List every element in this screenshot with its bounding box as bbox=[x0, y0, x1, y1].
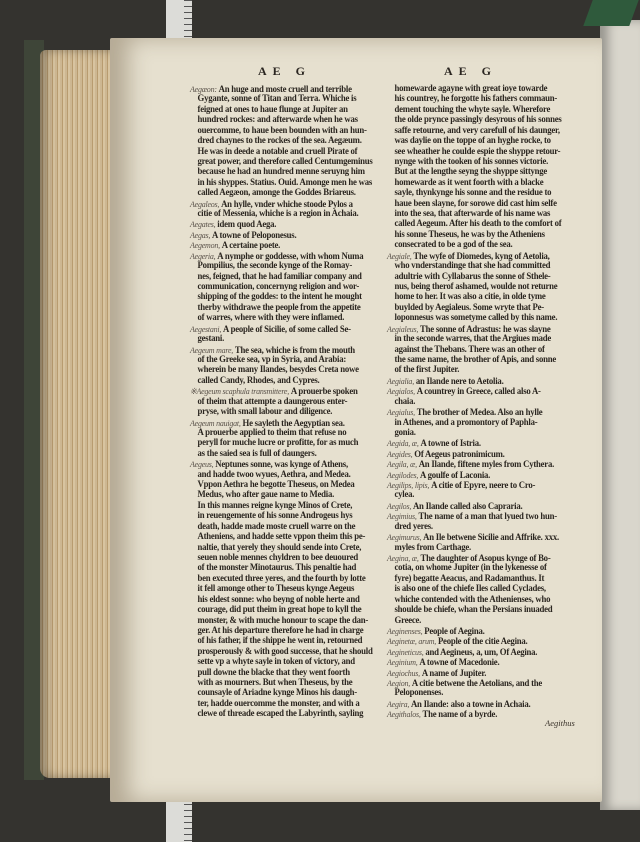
line-text: nus, being therof ashamed, woulde not returne bbox=[394, 282, 558, 293]
text-line bbox=[387, 595, 571, 605]
line-text: feigned at ones to haue flunge at Jupiter an bbox=[197, 104, 348, 115]
headword: Aegilodes, bbox=[387, 469, 419, 480]
line-text: nynge with the tooken of his sonnes victorie. bbox=[394, 156, 549, 167]
line-text: homewarde agayne with great ioye towarde bbox=[394, 84, 548, 94]
entry-line bbox=[190, 230, 374, 240]
headword: Aegithalos, bbox=[387, 709, 421, 720]
line-text: of his father, if the shippe he went in, retourned bbox=[197, 636, 363, 647]
line-text: shoulde be chiefe, whan the Persians inuaded bbox=[394, 605, 553, 616]
entry-line bbox=[190, 459, 374, 469]
text-line bbox=[190, 490, 374, 500]
line-text: An Ile betwene Sicilie and Affrike. xxx. bbox=[423, 533, 559, 544]
text-line bbox=[387, 230, 571, 240]
text-line bbox=[387, 584, 571, 594]
text-line bbox=[387, 147, 571, 157]
headword: Aegæon: bbox=[190, 84, 217, 94]
line-text: gonia. bbox=[394, 427, 416, 438]
line-text: ter, hadde ouercomme the monster, and with a bbox=[197, 698, 360, 709]
line-text: loponnesus was sometyme called by this name. bbox=[394, 313, 558, 324]
text-line bbox=[387, 84, 571, 94]
line-text: Atheniens, and hadde sette vppon theim this pe- bbox=[197, 532, 366, 543]
entry-line bbox=[190, 199, 374, 209]
text-line bbox=[387, 313, 571, 323]
line-text: of the monster Minotaurus. This penaltie had bbox=[197, 563, 357, 574]
text-line bbox=[190, 292, 374, 302]
text-line bbox=[387, 261, 571, 271]
entry-line bbox=[387, 657, 571, 667]
text-line bbox=[387, 428, 571, 438]
line-text: of warres, where with they were inflamed. bbox=[197, 313, 345, 324]
text-line bbox=[190, 428, 374, 438]
line-text: A towne of Peloponesus. bbox=[212, 230, 297, 241]
line-text: great power, and therefore called Centumgeminus bbox=[197, 156, 373, 167]
measuring-ruler-top bbox=[166, 0, 192, 42]
running-head-left: AE G bbox=[258, 64, 312, 78]
line-text: who vnderstandinge that she had committed bbox=[394, 261, 551, 272]
entry-line bbox=[387, 709, 571, 719]
headword: Aegestani, bbox=[190, 323, 222, 334]
text-line bbox=[387, 345, 571, 355]
entry-line bbox=[387, 553, 571, 563]
page-edges bbox=[40, 50, 116, 778]
line-text: cotia, on whome Jupiter (in the lykenesse of bbox=[394, 563, 547, 574]
line-text: of the first Jupiter. bbox=[394, 365, 460, 376]
line-text: Vppon Aethra he begotte Theseus, on Medea bbox=[197, 480, 355, 491]
text-line bbox=[190, 511, 374, 521]
text-line bbox=[387, 365, 571, 375]
text-line bbox=[387, 199, 571, 209]
line-text: whiche contended with the Athenienses, who bbox=[394, 594, 551, 605]
headword: Aegialia, bbox=[387, 375, 414, 386]
line-text: in reuengemente of his sonne Androgeus hys bbox=[197, 511, 353, 522]
text-line bbox=[190, 147, 374, 157]
headword: Aegides, bbox=[387, 448, 413, 459]
text-line bbox=[190, 209, 374, 219]
headword: Aegimius, bbox=[387, 511, 417, 522]
headword: Aeginetæ, arum, bbox=[387, 636, 437, 647]
line-text: dred chaynes to the rockes of the sea. Aegæum. bbox=[197, 136, 362, 147]
headword: Aegaleos, bbox=[190, 198, 220, 209]
text-line bbox=[190, 282, 374, 292]
text-line bbox=[190, 699, 374, 709]
line-text: death, hadde made moste cruell warre on the bbox=[197, 521, 356, 532]
text-line bbox=[190, 438, 374, 448]
line-text: clewe of threade escaped the Labyrinth, sayling bbox=[197, 709, 364, 720]
text-line bbox=[190, 626, 374, 636]
text-line bbox=[387, 126, 571, 136]
line-text: The wyfe of Diomedes, kyng of Aetolia, bbox=[413, 251, 550, 262]
text-line bbox=[190, 563, 374, 573]
headword: Aegeus, bbox=[190, 459, 214, 470]
line-text: into the sea, that afterwarde of his name was bbox=[394, 209, 551, 220]
line-text: saffe retourne, and very carefull of his daunger, bbox=[394, 125, 560, 136]
line-text: The sonne of Adrastus: he was slayne bbox=[420, 324, 551, 335]
line-text: A goulfe of Laconia. bbox=[420, 470, 491, 481]
entry-line bbox=[387, 626, 571, 636]
line-text: dement touching the whyte sayle. Wherefore bbox=[394, 104, 551, 115]
line-text: The brother of Medea. Also an hylle bbox=[416, 408, 543, 419]
text-line bbox=[387, 282, 571, 292]
line-text: A towne of Istria. bbox=[420, 439, 481, 450]
text-line bbox=[387, 136, 571, 146]
line-text: consecrated to be a god of the sea. bbox=[394, 240, 513, 251]
text-line bbox=[190, 115, 374, 125]
text-line bbox=[387, 303, 571, 313]
line-text: The sea, whiche is from the mouth bbox=[234, 345, 355, 356]
entry-line bbox=[387, 480, 571, 490]
line-text: the olde prynce passingly desyrous of his sonnes bbox=[394, 115, 562, 126]
line-text: The name of a byrde. bbox=[422, 710, 498, 721]
text-line bbox=[190, 157, 374, 167]
text-line bbox=[387, 157, 571, 167]
line-text: an Ilande nere to Aetolia. bbox=[415, 376, 504, 387]
headword: Aegas, bbox=[190, 229, 211, 240]
line-text: adultrie with Cyllabarus the sonne of Sthele- bbox=[394, 271, 551, 282]
entry-line bbox=[387, 324, 571, 334]
line-text: peryll for muche lucre or profitte, for as much bbox=[197, 438, 359, 449]
line-text: communication, concernyng religion and wor- bbox=[197, 282, 360, 293]
entry-line bbox=[190, 251, 374, 261]
facing-page-edge bbox=[600, 20, 640, 810]
text-line bbox=[190, 178, 374, 188]
line-text: as the saied sea is full of daungers. bbox=[197, 448, 317, 459]
headword: Aegira, bbox=[387, 698, 410, 709]
line-text: The daughter of Asopus kynge of Bo- bbox=[420, 553, 551, 564]
headword: Aeginenses, bbox=[387, 625, 423, 636]
text-line bbox=[190, 365, 374, 375]
line-text: pryse, with small labour and diligence. bbox=[197, 407, 333, 418]
line-text: of the Greeke sea, vp in Syria, and Arabia: bbox=[197, 354, 347, 365]
text-line bbox=[190, 94, 374, 104]
entry-line bbox=[387, 459, 571, 469]
text-line bbox=[387, 355, 571, 365]
text-line bbox=[190, 105, 374, 115]
line-text: home to her. It was also a citie, in olde tyme bbox=[394, 292, 546, 303]
line-text: idem quod Aega. bbox=[217, 220, 277, 231]
headword: Aeginium, bbox=[387, 657, 418, 668]
text-line bbox=[190, 553, 374, 563]
line-text: Gygante, sonne of Titan and Terra. Whiche is bbox=[197, 94, 357, 105]
line-text: pull downe the blacke that they went foorth bbox=[197, 667, 350, 678]
line-text: against the Thebans. There was an other of bbox=[394, 344, 545, 355]
text-line bbox=[190, 574, 374, 584]
headword: Aegemon, bbox=[190, 240, 220, 251]
text-line bbox=[190, 595, 374, 605]
text-line bbox=[190, 647, 374, 657]
text-line bbox=[190, 709, 374, 719]
text-line bbox=[387, 219, 571, 229]
text-line bbox=[387, 115, 571, 125]
text-line bbox=[190, 126, 374, 136]
line-text: ouercomme, to haue been bounden with an hun- bbox=[197, 125, 367, 136]
text-line bbox=[387, 563, 571, 573]
line-text: A citie betwene the Aetolians, and the bbox=[411, 679, 543, 690]
headword: Aegeum nauigat, bbox=[190, 417, 241, 428]
line-text: People of Aegina. bbox=[424, 626, 485, 637]
line-text: A certaine poete. bbox=[221, 241, 281, 252]
line-text: A prouerbe applied to theim that refuse no bbox=[197, 427, 347, 438]
line-text: chaia. bbox=[394, 396, 416, 407]
text-line bbox=[387, 522, 571, 532]
left-column bbox=[190, 84, 386, 720]
line-text: Of Aegeus patronimicum. bbox=[414, 449, 505, 460]
text-line bbox=[387, 490, 571, 500]
line-text: A name of Jupiter. bbox=[421, 668, 487, 679]
line-text: in his shyppes. Statius. Ouid. Amonge men he was bbox=[197, 177, 372, 188]
text-line bbox=[190, 584, 374, 594]
text-line bbox=[387, 105, 571, 115]
entry-line bbox=[387, 407, 571, 417]
line-text: The name of a man that lyued two hun- bbox=[418, 512, 557, 523]
line-text: ben executed three yeres, and the fourth by lotte bbox=[197, 573, 366, 584]
text-line bbox=[387, 605, 571, 615]
text-line bbox=[387, 188, 571, 198]
line-text: therby withdrawe the people from the appetite bbox=[197, 302, 361, 313]
line-text: is also one of the chiefe Iles called Cyclades, bbox=[394, 584, 546, 595]
line-text: and Aegineus, a, um, Of Aegina. bbox=[425, 647, 538, 658]
line-text: An Ilande, fiftene myles from Cythera. bbox=[418, 460, 555, 471]
text-line bbox=[387, 94, 571, 104]
line-text: nes, feigned, that he had familiar company and bbox=[197, 271, 362, 282]
bookmark-ribbon bbox=[583, 0, 638, 26]
text-line bbox=[387, 292, 571, 302]
headword: Aegeria, bbox=[190, 250, 216, 261]
text-line bbox=[190, 167, 374, 177]
text-line bbox=[190, 688, 374, 698]
text-line bbox=[190, 543, 374, 553]
line-text: his sonne Theseus, he was by the Atheniens bbox=[394, 229, 545, 240]
text-line bbox=[190, 501, 374, 511]
text-line bbox=[387, 543, 571, 553]
headword: Aegialus, bbox=[387, 407, 415, 418]
line-text: citie of Messenia, whiche is a region in Achaia. bbox=[197, 209, 359, 220]
line-text: monster, & with muche honour to scape the dan- bbox=[197, 615, 369, 626]
line-text: see wheather he coulde espie the shyppe retour- bbox=[394, 146, 561, 157]
line-text: of theim that attempte a daungerous enter- bbox=[197, 396, 348, 407]
line-text: hundred rockes: and afterwarde when he was bbox=[197, 115, 358, 126]
line-text: A countrey in Greece, called also A- bbox=[416, 387, 541, 398]
line-text: An hylle, vnder whiche stoode Pylos a bbox=[221, 199, 353, 210]
line-text: sette vp a whyte sayle in token of victory, and bbox=[197, 657, 355, 668]
line-text: cylea. bbox=[394, 490, 415, 501]
text-line bbox=[190, 480, 374, 490]
text-line bbox=[190, 605, 374, 615]
line-text: called Aegæon, amonge the Goddes Briareus. bbox=[197, 188, 356, 199]
line-text: buylded by Aegialeus. Some wryte that Pe- bbox=[394, 302, 544, 313]
entry-line bbox=[387, 511, 571, 521]
running-head-right: AE G bbox=[444, 64, 498, 78]
line-text: Greece. bbox=[394, 615, 422, 626]
line-text: was daylie on the toppe of an hyghe rocke, to bbox=[394, 136, 551, 147]
line-text: Pompilius, the seconde kynge of the Romay- bbox=[197, 261, 353, 272]
text-line bbox=[190, 678, 374, 688]
headword: ※Aegeum scaphula transmittere, bbox=[190, 386, 289, 397]
headword: Aegates, bbox=[190, 219, 216, 230]
line-text: the same name, the brother of Apis, and sonne bbox=[394, 354, 556, 365]
headword: Aegiochus, bbox=[387, 667, 420, 678]
text-line bbox=[190, 668, 374, 678]
entry-line bbox=[190, 219, 374, 229]
entry-line bbox=[387, 678, 571, 688]
measuring-ruler-bottom bbox=[166, 798, 192, 842]
right-column bbox=[387, 84, 583, 720]
line-text: An Ilande: also a towne in Achaia. bbox=[410, 699, 531, 710]
text-line bbox=[190, 470, 374, 480]
text-line bbox=[387, 240, 571, 250]
headword: Aegiale, bbox=[387, 250, 412, 261]
text-line bbox=[190, 355, 374, 365]
line-text: haue been slayne, for sorowe did cast him selfe bbox=[394, 198, 557, 209]
line-text: in Athenes, and a promontory of Paphla- bbox=[394, 417, 538, 428]
headword: Aegineticus, bbox=[387, 646, 424, 657]
line-text: ger. At his departure therefore he had in charge bbox=[197, 625, 364, 636]
line-text: courage, did put theim in great hope to kyll the bbox=[197, 605, 362, 616]
line-text: A people of Sicilie, of some called Se- bbox=[223, 324, 351, 335]
text-line bbox=[387, 688, 571, 698]
line-text: But at the lengthe seyng the shyppe sittynge bbox=[394, 167, 548, 178]
text-line bbox=[387, 418, 571, 428]
line-text: Neptunes sonne, was kynge of Athens, bbox=[215, 460, 348, 471]
line-text: called Candy, Rhodes, and Cypres. bbox=[197, 375, 320, 386]
entry-line bbox=[190, 240, 374, 250]
headword: Aegila, æ, bbox=[387, 459, 417, 470]
text-line bbox=[190, 334, 374, 344]
text-line bbox=[190, 272, 374, 282]
headword: Aegilos, bbox=[387, 500, 412, 511]
line-text: myles from Carthage. bbox=[394, 542, 471, 553]
line-text: A towne of Macedonie. bbox=[419, 658, 500, 669]
entry-line bbox=[387, 668, 571, 678]
line-text: A prouerbe spoken bbox=[290, 387, 358, 398]
entry-line bbox=[387, 386, 571, 396]
text-line bbox=[190, 261, 374, 271]
text-line bbox=[190, 522, 374, 532]
text-line bbox=[190, 636, 374, 646]
line-text: fyre) begatte Aeacus, and Radamanthus. It bbox=[394, 573, 545, 584]
text-line bbox=[190, 657, 374, 667]
line-text: counsayle of Ariadne kynge Minos his daugh- bbox=[197, 688, 357, 699]
text-line bbox=[190, 616, 374, 626]
headword: Aegialeus, bbox=[387, 323, 419, 334]
text-line bbox=[387, 616, 571, 626]
text-line bbox=[190, 188, 374, 198]
entry-line bbox=[190, 386, 374, 396]
line-text: seuen noble mennes chyldren to bee deuoured bbox=[197, 552, 359, 563]
headword: Aegeum mare, bbox=[190, 344, 234, 355]
text-line bbox=[387, 167, 571, 177]
line-text: because he had an hundred menne seruyng him bbox=[197, 167, 365, 178]
line-text: A nymphe or goddesse, with whom Numa bbox=[217, 251, 364, 262]
entry-line bbox=[387, 636, 571, 646]
line-text: sayle, thynkynge his sonne and the residue to bbox=[394, 188, 552, 199]
line-text: wherein be many Ilandes, besydes Creta nowe bbox=[197, 365, 359, 376]
line-text: He sayleth the Aegyptian sea. bbox=[242, 418, 345, 429]
headword: Aegialos, bbox=[387, 386, 415, 397]
line-text: with as mourners. But when Theseus, by the bbox=[197, 678, 353, 689]
line-text: People of the citie Aegina. bbox=[437, 637, 528, 648]
entry-line bbox=[387, 470, 571, 480]
headword: Aegina, æ, bbox=[387, 552, 419, 563]
line-text: it fell amonge other to Theseus kynge Aegeus bbox=[197, 584, 355, 595]
catchword: Aegithus bbox=[545, 718, 575, 728]
headword: Aegion, bbox=[387, 678, 410, 689]
entry-line bbox=[190, 418, 374, 428]
text-line bbox=[190, 532, 374, 542]
text-line bbox=[387, 272, 571, 282]
text-line bbox=[387, 209, 571, 219]
entry-line bbox=[387, 647, 571, 657]
line-text: his eldest sonne: who beyng of noble herte and bbox=[197, 594, 360, 605]
entry-line bbox=[387, 532, 571, 542]
entry-line bbox=[190, 84, 374, 94]
text-line bbox=[190, 449, 374, 459]
line-text: A citie of Epyre, neere to Cro- bbox=[431, 481, 536, 492]
entry-line bbox=[387, 699, 571, 709]
line-text: An Ilande called also Capraria. bbox=[412, 501, 523, 512]
line-text: called Aegeum. After his death to the comfort of bbox=[394, 219, 562, 230]
line-text: dred yeres. bbox=[394, 521, 433, 532]
text-line bbox=[387, 334, 571, 344]
entry-line bbox=[387, 501, 571, 511]
text-line bbox=[190, 136, 374, 146]
text-line bbox=[190, 407, 374, 417]
text-line bbox=[387, 178, 571, 188]
headword: Aegilips, lipis, bbox=[387, 480, 430, 491]
line-text: naltie, that yerely they should sende into Crete, bbox=[197, 542, 362, 553]
entry-line bbox=[190, 324, 374, 334]
line-text: in the seconde warres, that the Argiues made bbox=[394, 334, 552, 345]
line-text: prosperously & with good successe, that he should bbox=[197, 646, 373, 657]
line-text: his countrey, he forgotte his fathers commaun- bbox=[394, 94, 558, 105]
line-text: In this mannes reigne kynge Minos of Crete, bbox=[197, 500, 353, 511]
line-text: Peloponenses. bbox=[394, 688, 444, 699]
text-line bbox=[387, 574, 571, 584]
text-line bbox=[190, 303, 374, 313]
line-text: Medus, who after gaue name to Media. bbox=[197, 490, 335, 501]
entry-line bbox=[387, 251, 571, 261]
text-line bbox=[190, 397, 374, 407]
entry-line bbox=[387, 376, 571, 386]
line-text: He was in deede a notable and cruell Pirate of bbox=[197, 146, 358, 157]
headword: Aegimurus, bbox=[387, 532, 422, 543]
line-text: An huge and moste cruell and terrible bbox=[218, 85, 352, 95]
entry-line bbox=[387, 449, 571, 459]
headword: Aegida, æ, bbox=[387, 438, 419, 449]
line-text: gestani. bbox=[197, 334, 225, 345]
line-text: homewarde as it went foorth with a blacke bbox=[394, 177, 544, 188]
text-line bbox=[190, 376, 374, 386]
text-line bbox=[387, 397, 571, 407]
line-text: shipping of the goddes: to the intent he mought bbox=[197, 292, 362, 303]
entry-line bbox=[387, 438, 571, 448]
line-text: and hadde twoo wyues, Aethra, and Medea. bbox=[197, 469, 351, 480]
text-line bbox=[190, 313, 374, 323]
entry-line bbox=[190, 345, 374, 355]
